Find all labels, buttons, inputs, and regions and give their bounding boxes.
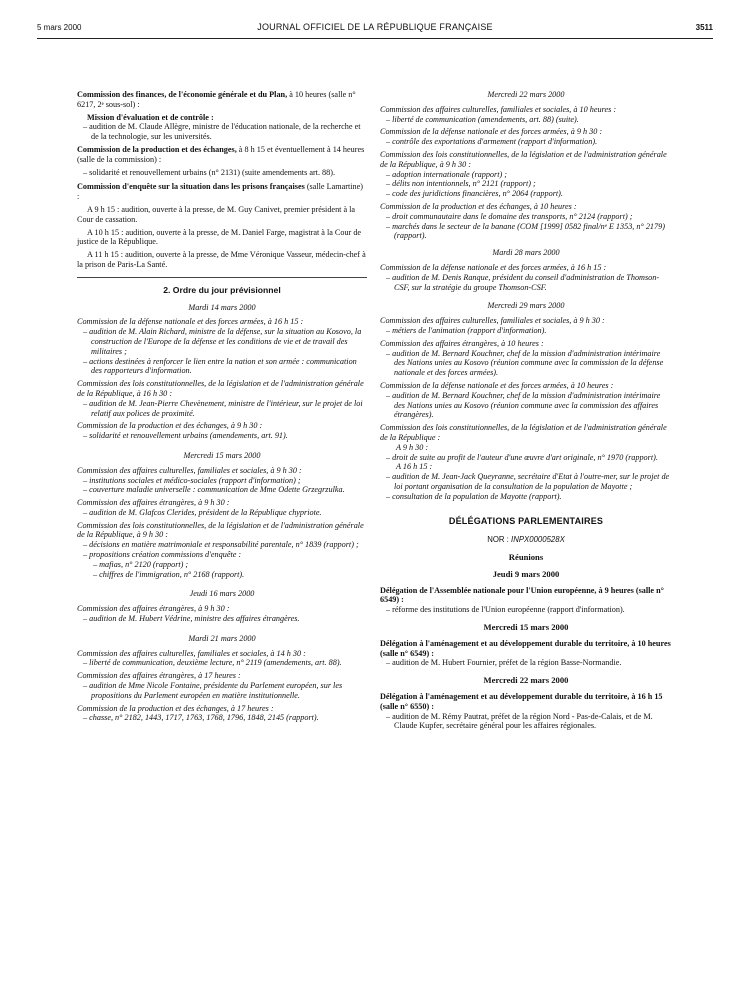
right-column	[380, 90, 672, 734]
commission-title: Commission des lois constitutionnelles, de la législation et de l'administration générale de la République, à 9 h 30 :	[380, 149, 667, 169]
agenda-subitem: – mafias, n° 2120 (rapport) ;	[93, 559, 189, 569]
commission-title: Commission des finances, de l'économie générale et du Plan,	[77, 90, 288, 99]
agenda-item: – actions destinées à renforcer le lien entre la nation et son armée : communication des rapporteurs d'information.	[83, 356, 357, 376]
agenda-item: – réforme des institutions de l'Union européenne (rapport d'information).	[386, 605, 625, 615]
commission-title: Commission de la production et des échanges,	[77, 144, 237, 154]
commission-time: (salle Lamartine) :	[77, 182, 363, 202]
hearing-item: A 10 h 15 : audition, ouverte à la presse, de M. Daniel Farge, magistrat à la Cour de justice de la République.	[77, 227, 362, 247]
agenda-item: – adoption internationale (rapport) ;	[386, 169, 507, 179]
hearing-item: A 9 h 15 : audition, ouverte à la presse, de M. Guy Canivet, premier président à la Cour de cassation.	[77, 204, 356, 224]
reunions-heading: Réunions	[508, 552, 544, 563]
agenda-item: – chasse, n° 2182, 1443, 1717, 1763, 1768, 1796, 1848, 2145 (rapport).	[83, 713, 319, 723]
commission-title: Commission des affaires culturelles, familiales et sociales, à 9 h 30 :	[380, 316, 605, 326]
agenda-item: – marchés dans le secteur de la banane (COM [1999] 0582 final/nᵉ E 1353, n° 2179) (rapport).	[386, 221, 665, 241]
agenda-item: – audition de Mme Nicole Fontaine, présidente du Parlement européen, sur les propositions du Parlement européen en matière institutionnelle.	[83, 681, 343, 700]
agenda-item: – propositions création commissions d'enquête :	[83, 550, 242, 560]
delegation-title: Délégation à l'aménagement et au développement durable du territoire, à 10 heures (salle n° 6549) :	[380, 638, 671, 658]
delegations-title: DÉLÉGATIONS PARLEMENTAIRES	[448, 516, 604, 527]
commission-finances	[77, 90, 367, 110]
section-divider	[77, 277, 367, 278]
day-heading: Mercredi 15 mars 2000	[483, 622, 569, 633]
agenda-item: – audition de M. Bernard Kouchner, chef de la mission d'administration intérimaire des Nations unies au Kosovo (réunion commune avec la commission de la défense nationale et des forces armées).	[386, 348, 664, 378]
agenda-item: – délits non intentionnels, n° 2121 (rapport) ;	[386, 179, 536, 189]
commission-title: Commission des affaires étrangères, à 17 heures :	[77, 671, 241, 681]
commission-title: Commission des lois constitutionnelles, de la législation et de l'administration générale de la République :	[380, 423, 667, 442]
agenda-item: – audition de M. Claude Allègre, ministre de l'éducation nationale, de la recherche et de la technologie, sur les universités.	[83, 122, 361, 142]
day-heading: Mardi 28 mars 2000	[492, 248, 560, 258]
day-heading: Mercredi 22 mars 2000	[483, 675, 569, 686]
commission-production	[77, 145, 367, 165]
mission-title: Mission d'évaluation et de contrôle :	[87, 112, 214, 122]
day-heading: Mercredi 22 mars 2000	[487, 90, 565, 99]
agenda-item: – audition de M. Hubert Védrine, ministre des affaires étrangères.	[83, 614, 300, 624]
commission-title: Commission de la défense nationale et des forces armées, à 16 h 15 :	[380, 262, 607, 272]
nor-reference	[380, 535, 672, 545]
agenda-item: – couverture maladie universelle : communication de Mme Odette Grzegrzulka.	[83, 485, 345, 495]
section-title: 2. Ordre du jour prévisionnel	[163, 284, 281, 295]
left-column	[77, 90, 367, 726]
commission-title: Commission de la défense nationale et des forces armées, à 16 h 15 :	[77, 317, 304, 327]
journal-title: JOURNAL OFFICIEL DE LA RÉPUBLIQUE FRANÇAISE	[257, 22, 493, 32]
commission-time: à 10 heures (salle n° 6217, 2ᵉ sous-sol) :	[77, 90, 356, 109]
commission-title: Commission d'enquête sur la situation dans les prisons françaises	[77, 182, 305, 192]
page-number: 3511	[695, 23, 713, 32]
agenda-item: – contrôle des exportations d'armement (rapport d'information).	[386, 137, 598, 147]
agenda-item: – consultation de la population de Mayotte (rapport).	[386, 491, 562, 501]
agenda-item: – audition de M. Alain Richard, ministre de la défense, sur la situation au Kosovo, la construction de l'Europe de la défense et les conditions de vie et de travail des militaires ;	[83, 327, 362, 356]
agenda-item: – solidarité et renouvellement urbains (amendements, art. 91).	[83, 431, 288, 441]
commission-title: Commission de la production et des échanges, à 9 h 30 :	[77, 421, 263, 431]
commission-title: Commission des affaires étrangères, à 9 h 30 :	[77, 604, 230, 614]
agenda-item: – audition de M. Glafcos Clerides, président de la République chypriote.	[83, 507, 322, 517]
nor-label: NOR :	[487, 535, 509, 545]
commission-title: Commission des affaires culturelles, familiales et sociales, à 14 h 30 :	[77, 648, 306, 658]
commission-title: Commission de la défense nationale et des forces armées, à 10 heures :	[380, 380, 614, 390]
commission-time: à 8 h 15 et éventuellement à 14 heures (salle de la commission) :	[77, 144, 365, 164]
commission-title: Commission des affaires étrangères, à 10 heures :	[380, 338, 544, 348]
commission-enquete	[77, 182, 367, 202]
agenda-item: – solidarité et renouvellement urbains (n° 2131) (suite amendements art. 88).	[83, 167, 336, 177]
day-heading: Jeudi 9 mars 2000	[492, 568, 560, 579]
day-heading: Mercredi 29 mars 2000	[487, 301, 565, 311]
commission-title: Commission des affaires étrangères, à 9 h 30 :	[77, 498, 230, 508]
agenda-item: – institutions sociales et médico-sociales (rapport d'information) ;	[83, 475, 301, 485]
agenda-item: – code des juridictions financières, n° 2064 (rapport).	[386, 189, 563, 199]
header-rule	[37, 38, 713, 39]
nor-code: INPX0000528X	[511, 535, 565, 545]
commission-title: Commission de la défense nationale et des forces armées, à 9 h 30 :	[380, 127, 603, 137]
agenda-item: – audition de M. Denis Ranque, président du conseil d'administration de Thomson-CSF, sur la stratégie du groupe Thomson-CSF.	[386, 272, 660, 292]
commission-title: Commission de la production et des échanges, à 17 heures :	[77, 703, 274, 713]
agenda-item: – audition de M. Jean-Jack Queyranne, secrétaire d'Etat à l'outre-mer, sur le projet de loi portant organisation de la consultation de la population de Mayotte ;	[386, 472, 670, 491]
agenda-item: – métiers de l'animation (rapport d'information).	[386, 325, 547, 335]
agenda-item: – droit de suite au profit de l'auteur d'une œuvre d'art originale, n° 1970 (rapport).	[386, 452, 658, 462]
agenda-item: – liberté de communication (amendements, art. 88) (suite).	[386, 114, 579, 124]
commission-title: Commission des lois constitutionnelles, de la législation et de l'administration générale de la République, à 16 h 30 :	[77, 379, 364, 398]
day-heading: Jeudi 16 mars 2000	[189, 589, 255, 599]
page-header	[37, 18, 713, 38]
agenda-subitem: – chiffres de l'immigration, n° 2168 (rapport).	[93, 569, 245, 579]
day-heading: Mardi 21 mars 2000	[188, 633, 256, 643]
commission-title: Commission de la production et des échanges, à 10 heures :	[380, 201, 577, 211]
commission-title: Commission des affaires culturelles, familiales et sociales, à 9 h 30 :	[77, 465, 302, 475]
agenda-item: – audition de M. Bernard Kouchner, chef de la mission d'administration intérimaire des Nations unies au Kosovo (réunion commune avec la commission des affaires étrangères).	[386, 390, 661, 420]
agenda-item: – liberté de communication, deuxième lecture, n° 2119 (amendements, art. 88).	[83, 658, 342, 668]
delegation-title: Délégation à l'aménagement et au développement durable du territoire, à 16 h 15 (salle n° 6550) :	[380, 692, 663, 711]
hearing-item: A 11 h 15 : audition, ouverte à la presse, de Mme Véronique Vasseur, médecin-chef à la prison de Paris-La Santé.	[77, 250, 366, 269]
commission-title: Commission des affaires culturelles, familiales et sociales, à 10 heures :	[380, 104, 617, 114]
agenda-item: – audition de M. Rémy Pautrat, préfet de la région Nord - Pas-de-Calais, et de M. Claude Kupfer, secrétaire général pour les affaires régionales.	[386, 711, 653, 731]
delegation-title: Délégation de l'Assemblée nationale pour l'Union européenne, à 9 heures (salle n° 6549) :	[380, 585, 664, 605]
time-heading: A 16 h 15 :	[396, 462, 433, 472]
agenda-item: – décisions en matière matrimoniale et responsabilité parentale, n° 1839 (rapport) ;	[83, 540, 359, 550]
agenda-item: – audition de M. Hubert Fournier, préfet de la région Basse-Normandie.	[386, 658, 622, 668]
day-heading: Mardi 14 mars 2000	[188, 302, 256, 312]
header-date: 5 mars 2000	[37, 23, 82, 32]
commission-title: Commission des lois constitutionnelles, de la législation et de l'administration générale de la République, à 9 h 30 :	[77, 520, 364, 540]
day-heading: Mercredi 15 mars 2000	[183, 450, 261, 460]
time-heading: A 9 h 30 :	[396, 442, 429, 452]
agenda-item: – droit communautaire dans le domaine des transports, n° 2124 (rapport) ;	[386, 211, 633, 221]
agenda-item: – audition de M. Jean-Pierre Chevènement, ministre de l'intérieur, sur le projet de loi relatif aux polices de proximité.	[83, 398, 363, 418]
